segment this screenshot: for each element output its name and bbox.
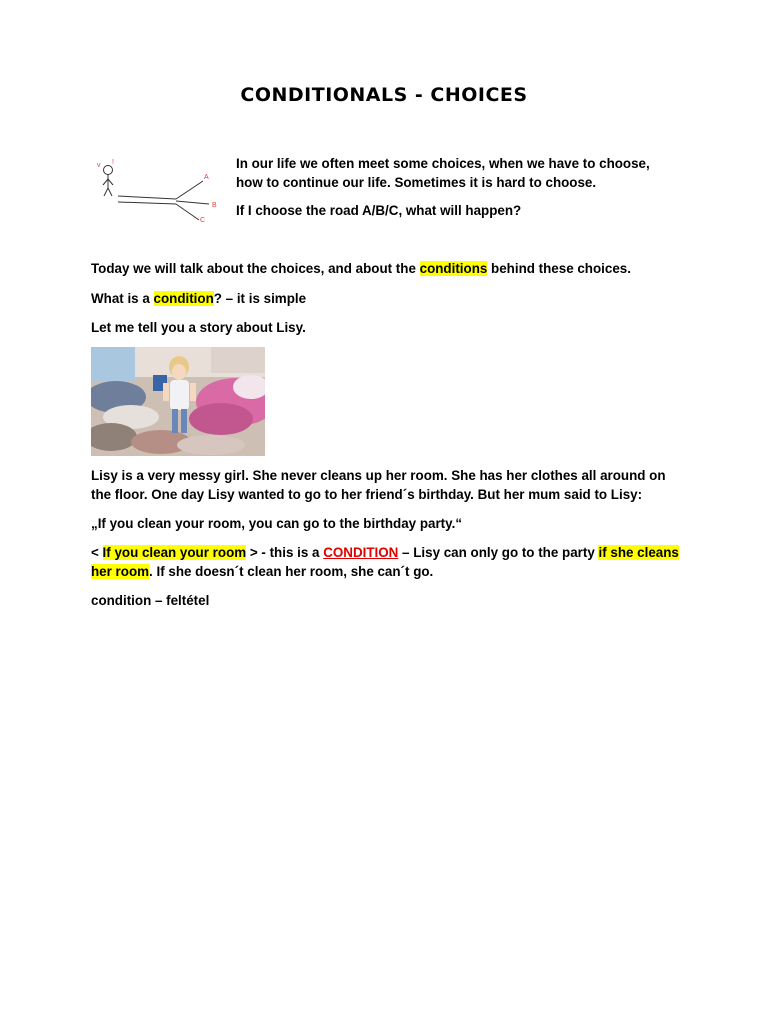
text-segment: What is a <box>91 291 154 306</box>
paragraph-today <box>91 259 631 278</box>
intro-line-1: In our life we often meet some choices, when we have to choose, <box>236 156 650 171</box>
choice-road-sketch <box>92 152 222 228</box>
page-title: CONDITIONALS - CHOICES <box>240 84 528 106</box>
road-label-b: B <box>212 202 217 209</box>
highlight-her-room: her room <box>91 564 150 579</box>
svg-text:v: v <box>97 162 101 169</box>
text-segment: – Lisy can only go to the party <box>398 545 599 560</box>
road-line-top <box>118 196 176 199</box>
highlight-if-clean-room: If you clean your room <box>102 545 247 560</box>
explanation-line-2 <box>91 562 433 581</box>
story-line-2: the floor. One day Lisy wanted to go to her friend´s birthday. But her mum said to Lisy: <box>91 487 643 502</box>
highlight-if-she-cleans: if she cleans <box>598 545 679 560</box>
road-branch-c <box>176 204 199 220</box>
mum-quote: „If you clean your room, you can go to the birthday party.“ <box>91 516 463 531</box>
text-segment: behind these choices. <box>487 261 631 276</box>
paragraph-story-intro: Let me tell you a story about Lisy. <box>91 320 306 335</box>
intro-question: If I choose the road A/B/C, what will happen? <box>236 203 522 218</box>
road-label-a: A <box>204 174 209 181</box>
road-label-c: C <box>200 217 206 224</box>
intro-line-2: how to continue our life. Sometimes it is hard to choose. <box>236 175 597 190</box>
road-branch-b <box>176 201 209 204</box>
text-segment: > - this is a <box>246 545 324 560</box>
highlight-conditions: conditions <box>419 261 488 276</box>
text-segment: ? – it is simple <box>213 291 307 306</box>
text-segment: Today we will talk about the choices, and about the <box>91 261 420 276</box>
condition-word: CONDITION <box>323 545 399 560</box>
svg-text:!: ! <box>112 159 114 166</box>
text-segment: < <box>91 545 103 560</box>
explanation-line-1 <box>91 543 679 562</box>
highlight-condition: condition <box>153 291 214 306</box>
vocabulary-note: condition – feltétel <box>91 593 210 608</box>
road-branch-a <box>176 181 203 199</box>
stick-figure-head <box>104 166 113 175</box>
story-line-1: Lisy is a very messy girl. She never cleans up her room. She has her clothes all around on <box>91 468 666 483</box>
text-segment: . If she doesn´t clean her room, she can´t go. <box>149 564 434 579</box>
paragraph-what-is <box>91 289 306 308</box>
messy-room-photo <box>91 347 265 456</box>
road-line-bottom <box>118 202 176 204</box>
